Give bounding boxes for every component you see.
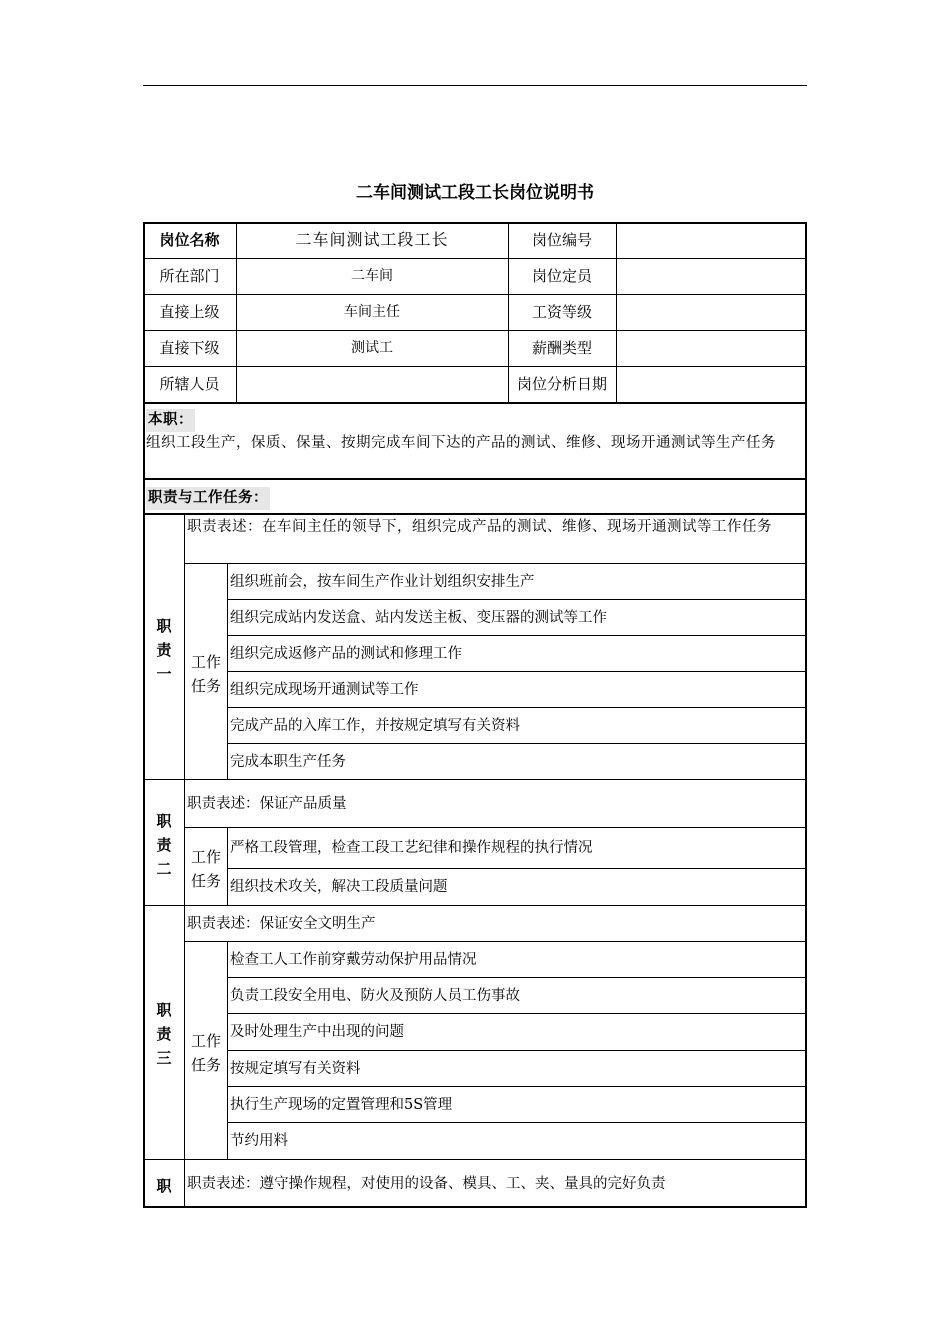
task-item: 严格工段管理，检查工段工艺纪律和操作规程的执行情况 bbox=[230, 840, 593, 857]
task-item: 节约用料 bbox=[230, 1133, 288, 1150]
task-item: 组织完成站内发送盒、站内发送主板、变压器的测试等工作 bbox=[230, 609, 607, 626]
subordinate-label: 直接下级 bbox=[159, 339, 220, 357]
task-item: 检查工人工作前穿戴劳动保护用品情况 bbox=[230, 951, 477, 968]
task-item: 组织完成返修产品的测试和修理工作 bbox=[230, 645, 462, 662]
duty-label: 本职： bbox=[146, 409, 195, 432]
duty-1-label: 职 责 一 bbox=[156, 617, 172, 683]
task-item: 负责工段安全用电、防火及预防人员工伤事故 bbox=[230, 987, 520, 1004]
subordinate-value: 测试工 bbox=[351, 339, 393, 356]
duty-3-label: 职 责 三 bbox=[156, 1001, 172, 1067]
duties-header: 职责与工作任务： bbox=[146, 487, 270, 510]
task-item: 及时处理生产中出现的问题 bbox=[230, 1024, 404, 1041]
position-code-value bbox=[616, 222, 806, 258]
headcount-value bbox=[616, 258, 806, 294]
document-title: 二车间测试工段工长岗位说明书 bbox=[356, 183, 594, 203]
department-label: 所在部门 bbox=[159, 267, 220, 285]
task-item: 完成本职生产任务 bbox=[230, 753, 346, 770]
staff-label: 所辖人员 bbox=[159, 375, 220, 393]
duty-4-statement: 职责表述：遵守操作规程，对使用的设备、模具、工、夹、量具的完好负责 bbox=[187, 1176, 666, 1193]
analysis-date-value bbox=[616, 366, 806, 402]
staff-value bbox=[236, 366, 508, 402]
duty-2-task-label: 工作 任务 bbox=[190, 848, 221, 890]
superior-value: 车间主任 bbox=[344, 303, 400, 320]
task-item: 完成产品的入库工作，并按规定填写有关资料 bbox=[230, 717, 520, 734]
headcount-label: 岗位定员 bbox=[531, 267, 592, 285]
salary-type-label: 薪酬类型 bbox=[531, 339, 592, 357]
position-name-value: 二车间测试工段工长 bbox=[295, 230, 449, 250]
duty-text: 组织工段生产，保质、保量、按期完成车间下达的产品的测试、维修、现场开通测试等生产任务 bbox=[146, 435, 776, 451]
duty-3-statement: 职责表述：保证安全文明生产 bbox=[187, 915, 376, 932]
department-value: 二车间 bbox=[351, 267, 393, 284]
duty-1-statement: 职责表述：在车间主任的领导下，组织完成产品的测试、维修、现场开通测试等工作任务 bbox=[187, 519, 772, 535]
task-item: 组织班前会，按车间生产作业计划组织安排生产 bbox=[230, 573, 535, 590]
superior-label: 直接上级 bbox=[159, 303, 220, 321]
wage-grade-label: 工资等级 bbox=[531, 303, 592, 321]
duty-2-statement: 职责表述：保证产品质量 bbox=[187, 795, 347, 812]
wage-grade-value bbox=[616, 294, 806, 330]
header-rule bbox=[143, 85, 807, 86]
position-code-label: 岗位编号 bbox=[531, 231, 592, 249]
analysis-date-label: 岗位分析日期 bbox=[516, 375, 607, 393]
task-item: 按规定填写有关资料 bbox=[230, 1060, 361, 1077]
duty-2-label: 职 责 二 bbox=[156, 812, 172, 878]
salary-type-value bbox=[616, 330, 806, 366]
duty-4-label: 职 bbox=[156, 1177, 172, 1195]
task-item: 组织技术攻关，解决工段质量问题 bbox=[230, 879, 448, 896]
task-item: 组织完成现场开通测试等工作 bbox=[230, 681, 419, 698]
duty-3-task-label: 工作 任务 bbox=[190, 1032, 221, 1074]
position-name-label: 岗位名称 bbox=[159, 231, 220, 249]
task-item: 执行生产现场的定置管理和5S管理 bbox=[230, 1096, 453, 1113]
duty-1-task-label: 工作 任务 bbox=[190, 653, 221, 695]
